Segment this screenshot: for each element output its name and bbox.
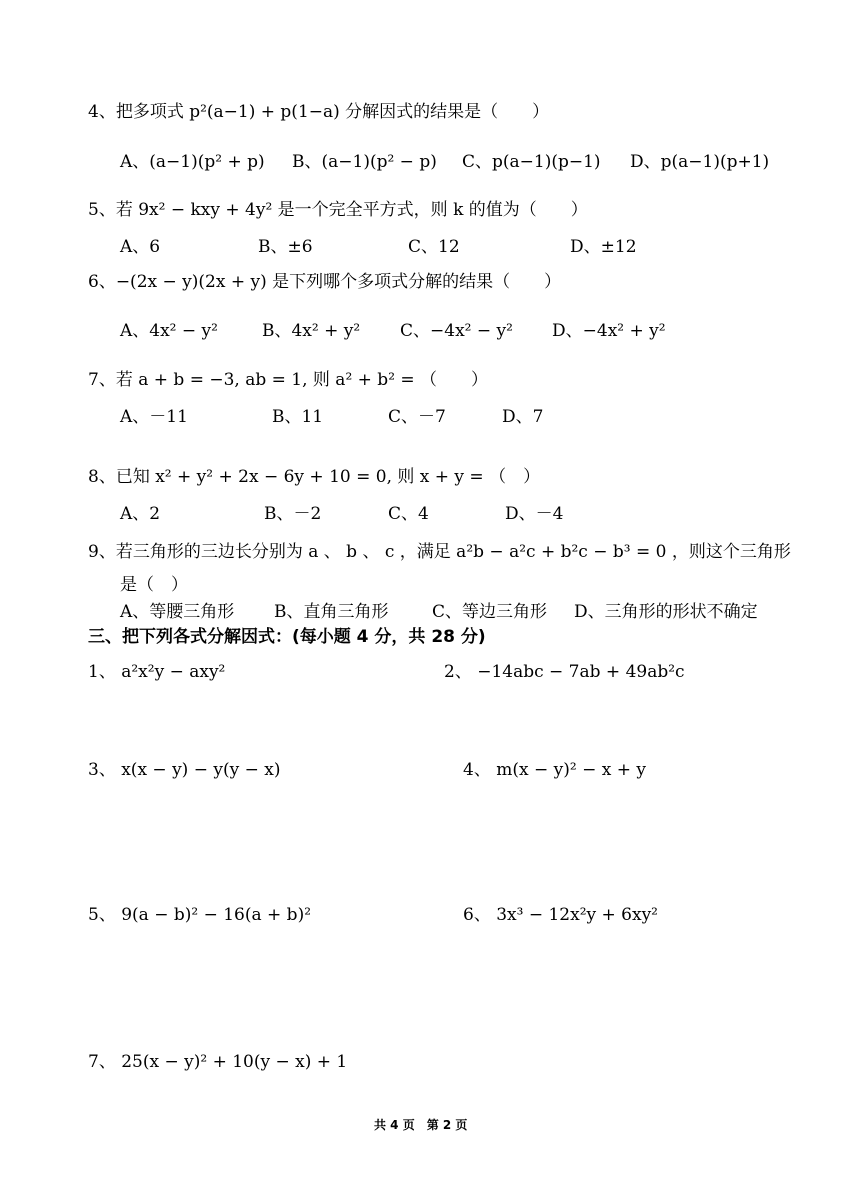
q5-option-b: B、±6 [258,237,313,257]
question-9: 9、若三角形的三边长分别为 a 、 b 、 c ，满足 a²b − a²c + b²c − b³ = 0 ，则这个三角形 [88,542,791,562]
page-footer: 共 4 页 第 2 页 [374,1118,468,1132]
q5-option-d: D、±12 [570,237,637,257]
q7-option-d: D、7 [502,407,544,427]
q7-option-c: C、－7 [388,407,446,427]
q8-option-d: D、－4 [505,504,564,524]
q7-option-b: B、11 [272,407,324,427]
q6-option-c: C、−4x² − y² [400,321,513,341]
q4-option-d: D、p(a−1)(p+1) [630,152,770,172]
q9-option-b: B、直角三角形 [274,602,389,622]
q9-option-c: C、等边三角形 [432,602,548,622]
q7-option-a: A、－11 [120,407,188,427]
question-9-continued: 是（ ） [120,575,188,595]
factor-item-2: 2、 −14abc − 7ab + 49ab²c [444,662,685,682]
q8-option-b: B、－2 [264,504,322,524]
question-7: 7、若 a + b = −3, ab = 1, 则 a² + b² = （ ） [88,370,489,390]
q4-option-c: C、p(a−1)(p−1) [462,152,601,172]
q6-option-b: B、4x² + y² [262,321,361,341]
question-8: 8、已知 x² + y² + 2x − 6y + 10 = 0, 则 x + y = （ ） [88,467,541,487]
factor-item-7: 7、 25(x − y)² + 10(y − x) + 1 [88,1052,348,1072]
q5-option-c: C、12 [408,237,460,257]
question-5: 5、若 9x² − kxy + 4y² 是一个完全平方式，则 k 的值为（ ） [88,200,588,220]
q5-option-a: A、6 [120,237,161,257]
q6-option-a: A、4x² − y² [120,321,218,341]
factor-item-3: 3、 x(x − y) − y(y − x) [88,760,281,780]
factor-item-1: 1、 a²x²y − axy² [88,662,226,682]
q4-option-a: A、(a−1)(p² + p) [120,152,265,172]
question-4: 4、把多项式 p²(a−1) + p(1−a) 分解因式的结果是（ ） [88,102,550,122]
factor-item-4: 4、 m(x − y)² − x + y [463,760,646,780]
q6-option-d: D、−4x² + y² [552,321,666,341]
factor-item-6: 6、 3x³ − 12x²y + 6xy² [463,905,659,925]
q9-option-a: A、等腰三角形 [120,602,235,622]
q8-option-c: C、4 [388,504,429,524]
q9-option-d: D、三角形的形状不确定 [574,602,758,622]
q4-option-b: B、(a−1)(p² − p) [292,152,437,172]
q8-option-a: A、2 [120,504,161,524]
section-3-heading: 三、把下列各式分解因式：(每小题 4 分，共 28 分) [88,627,486,647]
question-6: 6、−(2x − y)(2x + y) 是下列哪个多项式分解的结果（ ） [88,272,562,292]
factor-item-5: 5、 9(a − b)² − 16(a + b)² [88,905,312,925]
